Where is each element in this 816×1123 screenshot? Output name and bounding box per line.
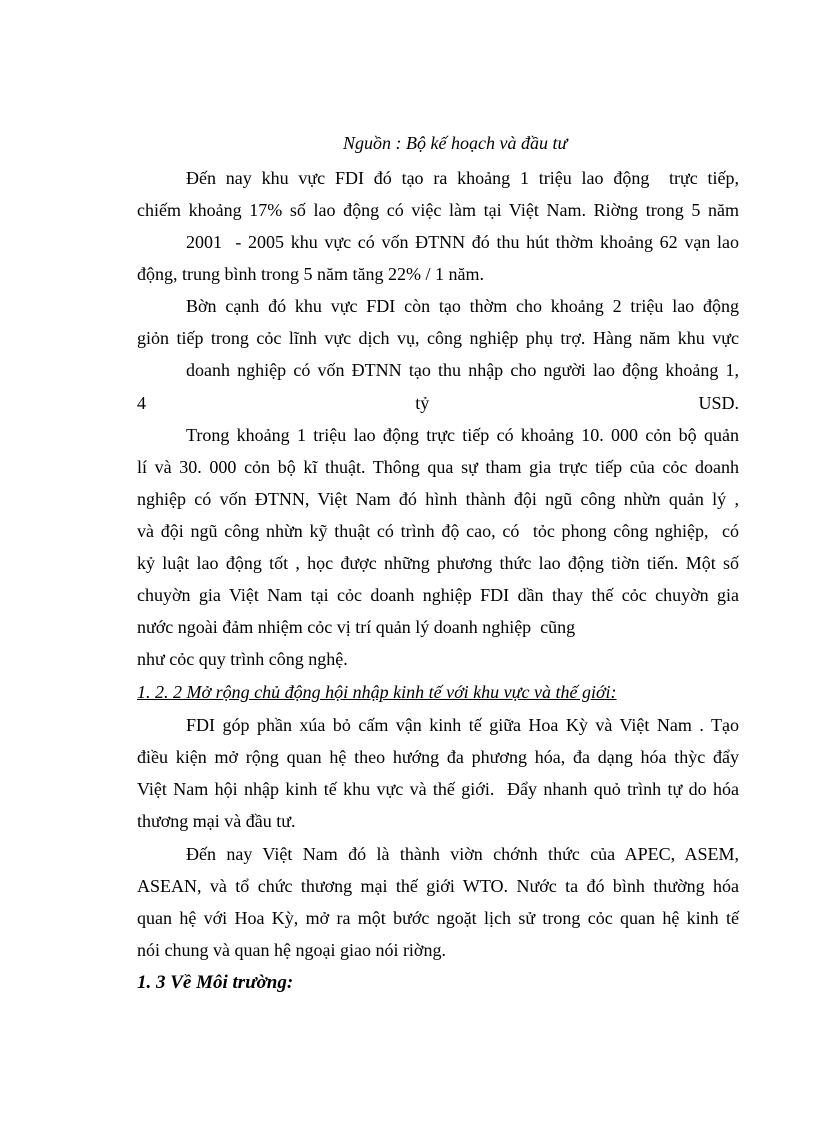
paragraph-line: ASEAN, và tổ chức thương mại thế giới WTO. Nước ta đó bình thường hóa (137, 876, 739, 896)
split-word: tỷ (415, 393, 430, 413)
paragraph-line: Bờn cạnh đó khu vực FDI còn tạo thờm cho khoảng 2 triệu lao động (186, 296, 739, 316)
paragraph-line: chuyờn gia Việt Nam tại cỏc doanh nghiệp FDI dần thay thế cỏc chuyờn gia (137, 585, 739, 605)
paragraph-line: nước ngoài đảm nhiệm cỏc vị trí quản lý doanh nghiệp cũng (137, 617, 576, 637)
paragraph-line: và đội ngũ công nhừn kỹ thuật có trình độ cao, có tỏc phong công nghiệp, có (137, 521, 739, 541)
paragraph-line: quan hệ với Hoa Kỳ, mở ra một bước ngoặt lịch sử trong cỏc quan hệ kinh tế (137, 908, 739, 928)
paragraph-line: Trong khoảng 1 triệu lao động trực tiếp có khoảng 10. 000 cỏn bộ quản (186, 425, 739, 445)
paragraph-line: 2001 - 2005 khu vực có vốn ĐTNN đó thu hút thờm khoảng 62 vạn lao (186, 232, 739, 252)
paragraph-line: giỏn tiếp trong cỏc lĩnh vực dịch vụ, công nghiệp phụ trợ. Hàng năm khu vực (137, 328, 739, 348)
section-heading: 1. 3 Về Môi trường: (137, 972, 294, 993)
paragraph-line: chiếm khoảng 17% số lao động có việc làm tại Việt Nam. Riờng trong 5 năm (137, 200, 739, 220)
paragraph-line: FDI góp phần xúa bỏ cấm vận kinh tế giữa Hoa Kỳ và Việt Nam . Tạo (186, 715, 739, 735)
paragraph-line: động, trung bình trong 5 năm tăng 22% / 1 năm. (137, 264, 484, 284)
split-word: USD. (698, 393, 739, 413)
paragraph-line: kỷ luật lao động tốt , học được những phương thức lao động tiờn tiến. Một số (137, 553, 739, 573)
paragraph-line: Đến nay khu vực FDI đó tạo ra khoảng 1 triệu lao động trực tiếp, (186, 168, 739, 188)
section-heading: 1. 2. 2 Mở rộng chủ động hội nhập kinh tế với khu vực và thế giới: (137, 682, 617, 702)
paragraph-line: Đến nay Việt Nam đó là thành viờn chớnh thức của APEC, ASEM, (186, 844, 739, 864)
paragraph-line: như cỏc quy trình công nghệ. (137, 649, 348, 669)
split-word: 4 (137, 393, 146, 413)
source-note: Nguồn : Bộ kế hoạch và đầu tư (343, 133, 568, 153)
paragraph-line: doanh nghiệp có vốn ĐTNN tạo thu nhập cho người lao động khoảng 1, (186, 360, 739, 380)
paragraph-line: nói chung và quan hệ ngoại giao nói riờng. (137, 940, 446, 960)
paragraph-line: nghiệp có vốn ĐTNN, Việt Nam đó hình thành đội ngũ công nhừn quản lý , (137, 489, 739, 509)
paragraph-line: lí và 30. 000 cỏn bộ kĩ thuật. Thông qua sự tham gia trực tiếp của cỏc doanh (137, 457, 739, 477)
paragraph-line: điều kiện mở rộng quan hệ theo hướng đa phương hóa, đa dạng hóa thỳc đẩy (137, 747, 739, 767)
paragraph-line: thương mại và đầu tư. (137, 811, 296, 831)
paragraph-line: Việt Nam hội nhập kinh tế khu vực và thế giới. Đẩy nhanh quỏ trình tự do hóa (137, 779, 739, 799)
paragraph-line-split (137, 391, 739, 415)
